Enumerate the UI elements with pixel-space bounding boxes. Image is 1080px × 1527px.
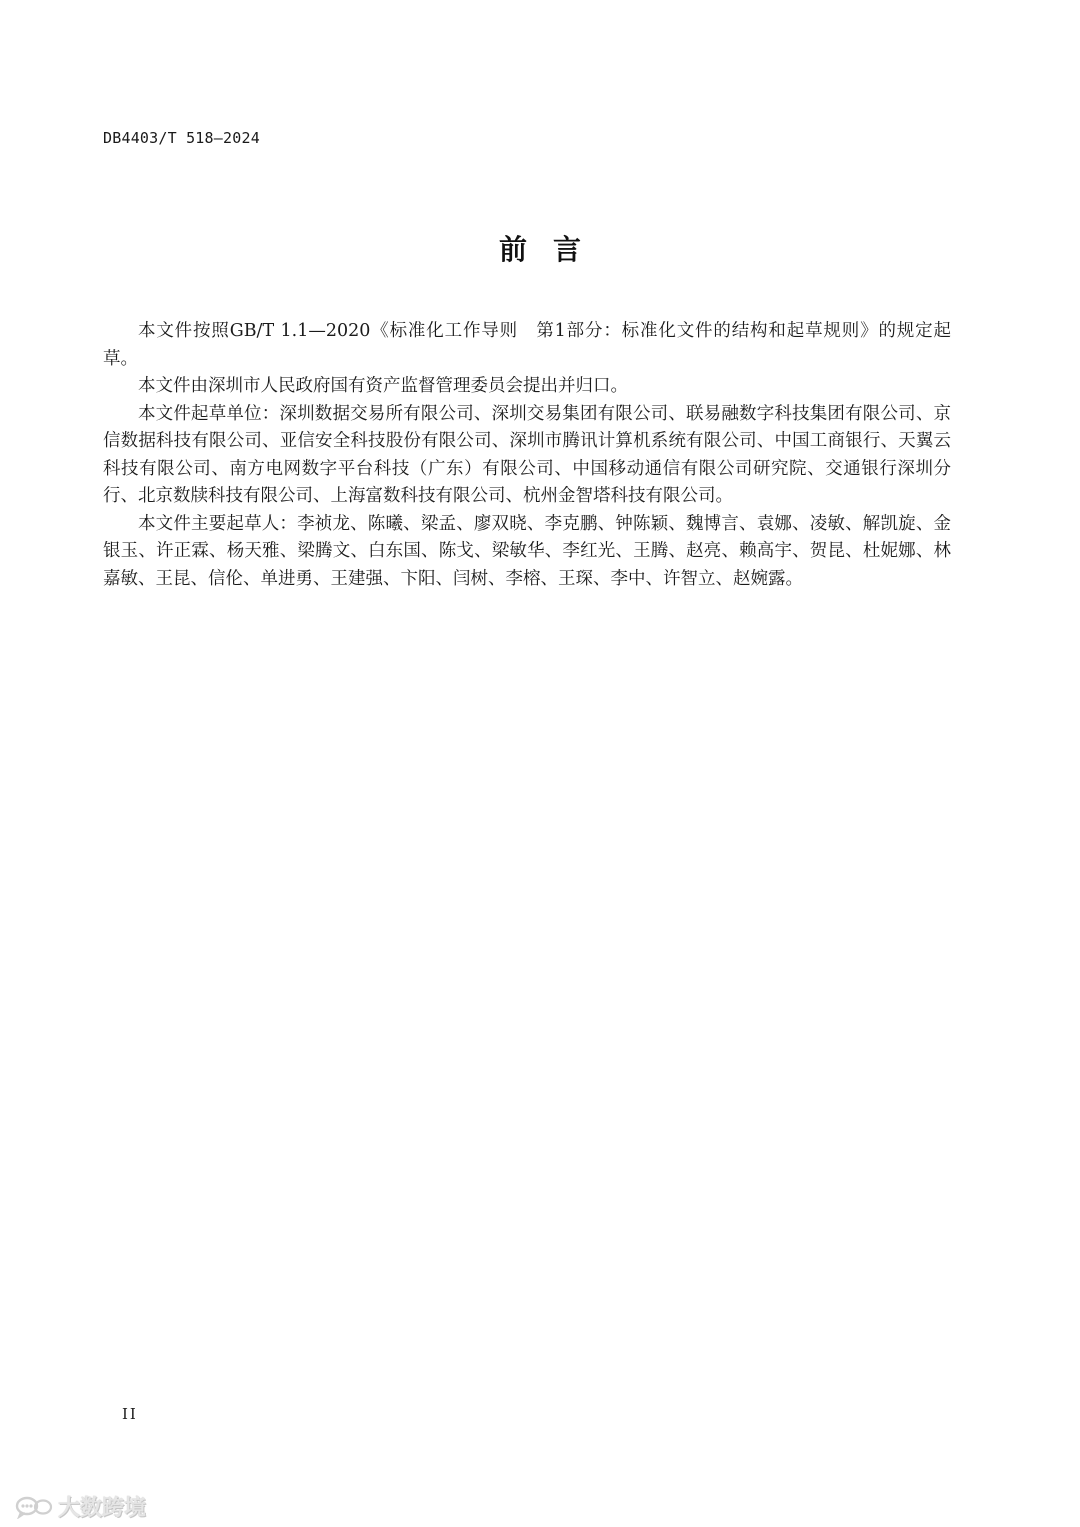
page-number: II xyxy=(122,1405,138,1423)
watermark xyxy=(14,1491,146,1522)
page-title: 前言 xyxy=(498,233,607,266)
watermark-text: 大数跨境 xyxy=(58,1496,147,1521)
chat-bubble-logo-icon xyxy=(14,1495,54,1519)
paragraph-drafting-units: 本文件起草单位：深圳数据交易所有限公司、深圳交易集团有限公司、联易融数字科技集团有限公司、京信数据科技有限公司、亚信安全科技股份有限公司、深圳市腾讯计算机系统有限公司、中国工商银行、天翼云科技有限公司、南方电网数字平台科技（广东）有限公司、中国移动通信有限公司研究院、交通银行深圳分行、北京数牍科技有限公司、上海富数科技有限公司、杭州金智塔科技有限公司。 xyxy=(103,403,951,506)
paragraph-drafting-rules: 本文件按照GB/T 1.1—2020《标准化工作导则 第1部分：标准化文件的结构和起草规则》的规定起草。 xyxy=(103,321,951,369)
paragraph-drafters: 本文件主要起草人：李祯龙、陈曦、梁孟、廖双晓、李克鹏、钟陈颖、魏博言、袁娜、凌敏、解凯旋、金银玉、许正霖、杨天雅、梁腾文、白东国、陈戈、梁敏华、李红光、王腾、赵亮、赖高宇、贺昆、杜妮娜、林嘉敏、王昆、信伦、单进勇、王建强、卞阳、闫树、李榕、王琛、李中、许智立、赵婉露。 xyxy=(103,513,951,589)
paragraph-proposer: 本文件由深圳市人民政府国有资产监督管理委员会提出并归口。 xyxy=(138,376,628,396)
document-code: DB4403/T 518—2024 xyxy=(103,129,260,147)
preface-body xyxy=(103,318,951,593)
